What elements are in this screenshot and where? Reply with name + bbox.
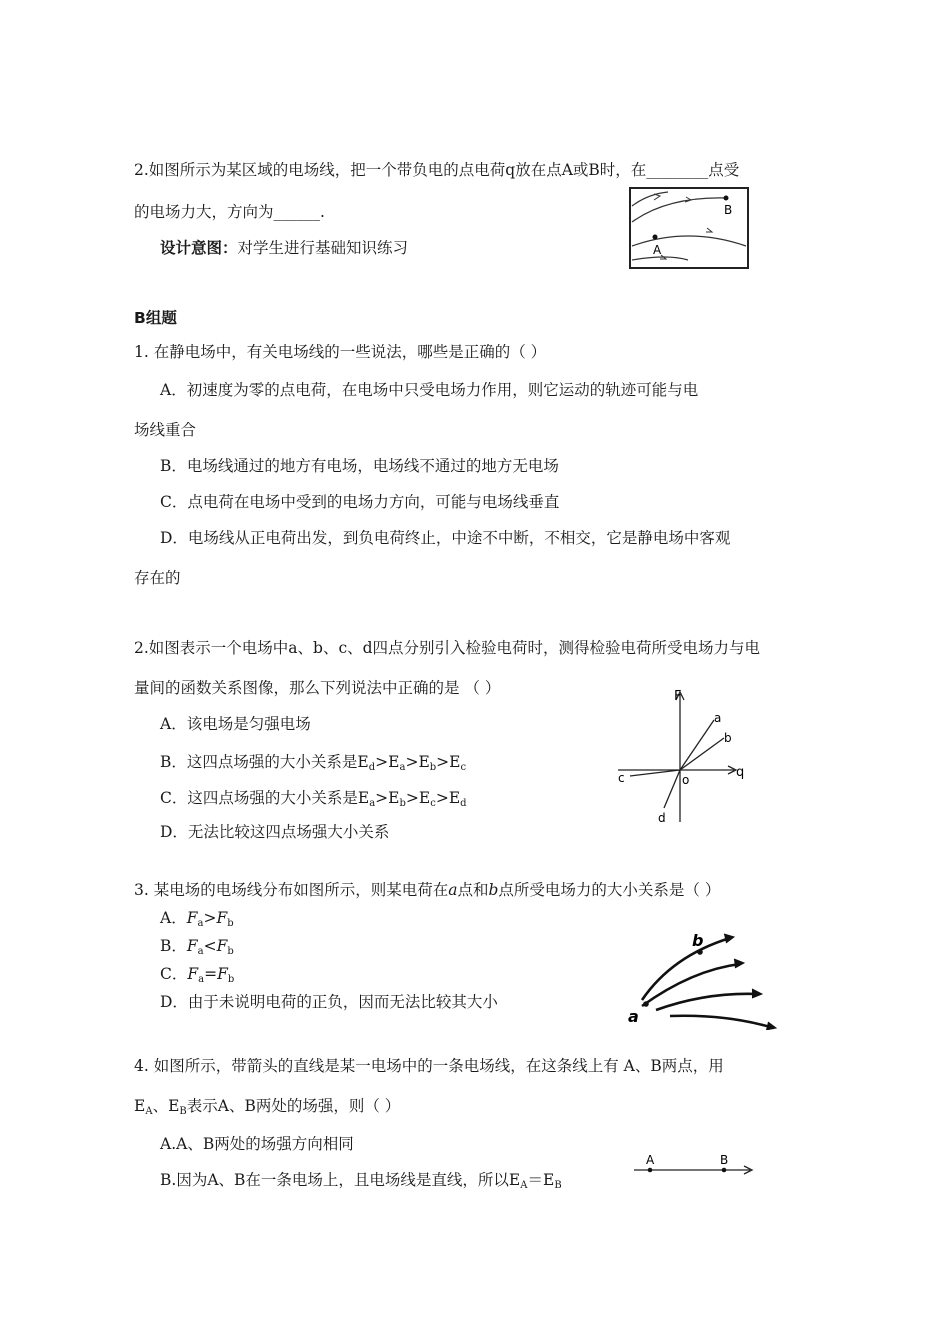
curved-field-lines-figure — [626, 930, 782, 1030]
b3-stem-post: 点所受电场力的大小关系是（ ） — [498, 881, 721, 899]
arrow-1 — [685, 197, 691, 202]
arrowhead-3 — [752, 989, 762, 998]
b2-option-a: A．该电场是匀强电场 — [160, 715, 311, 733]
arrowhead-1 — [724, 934, 734, 943]
e: E — [357, 789, 370, 807]
arrowhead-4 — [766, 1022, 776, 1030]
b1-option-a-2: 场线重合 — [134, 421, 197, 439]
b4-stem-2 — [134, 1096, 400, 1122]
b4-option-b — [160, 1170, 562, 1196]
sub: b — [399, 798, 406, 809]
separator: 、 — [152, 1097, 169, 1115]
label-c: c — [618, 771, 625, 785]
b4-option-b-text: B.因为A、B在一条电场上，且电场线是直线，所以 — [160, 1171, 509, 1189]
b2-option-c — [160, 788, 467, 814]
e: E — [134, 1097, 146, 1115]
straight-field-line-figure — [630, 1150, 760, 1178]
label-d: d — [658, 811, 666, 825]
sub: B — [179, 1106, 187, 1117]
eq: ＝ — [527, 1171, 543, 1189]
b2-stem-2: 量间的函数关系图像，那么下列说法中正确的是 （ ） — [134, 679, 501, 697]
sub: A — [145, 1106, 153, 1117]
b3-option-c — [160, 964, 234, 990]
f: F — [216, 909, 228, 927]
b3-stem-mid: 点和 — [457, 881, 489, 899]
gt: > — [435, 789, 449, 807]
f: F — [186, 909, 198, 927]
e: E — [418, 753, 430, 771]
f: F — [186, 937, 198, 955]
field-lines-figure-ab — [628, 186, 752, 270]
b3-option-b — [160, 936, 234, 962]
b4-option-a: A.A、B两处的场强方向相同 — [160, 1135, 354, 1153]
e: E — [418, 789, 431, 807]
b2-option-d: D．无法比较这四点场强大小关系 — [160, 823, 390, 841]
curve-4 — [670, 1016, 774, 1028]
point-a — [643, 1001, 649, 1007]
sub: b — [227, 918, 234, 929]
lt: < — [203, 937, 217, 955]
sub: a — [197, 946, 204, 957]
label-a: A — [646, 1153, 655, 1167]
f-q-graph — [612, 686, 752, 826]
line-c — [630, 770, 680, 776]
b3-option-a — [160, 908, 234, 934]
b3-option-b-label: B． — [160, 937, 187, 955]
label-q: q — [736, 765, 745, 780]
e: E — [388, 753, 400, 771]
sub: b — [227, 974, 235, 985]
field-line-1 — [632, 198, 728, 222]
gt: > — [436, 753, 450, 771]
gt: > — [405, 789, 419, 807]
arrow-2 — [706, 228, 712, 232]
f: F — [216, 937, 228, 955]
gt: > — [405, 753, 419, 771]
label-a: a — [714, 711, 722, 725]
b4-stem-1: 4. 如图所示，带箭头的直线是某一电场中的一条电场线，在这条线上有 A、B两点，用 — [134, 1057, 724, 1075]
b2-option-b-text: B．这四点场强的大小关系是 — [160, 753, 358, 771]
sub: a — [197, 918, 204, 929]
b1-option-d-1: D．电场线从正电荷出发，到负电荷终止，中途不中断，不相交，它是静电场中客观 — [160, 529, 731, 547]
e: E — [449, 753, 461, 771]
sub: a — [198, 974, 205, 985]
sub: b — [429, 762, 437, 773]
point-b — [697, 949, 703, 955]
b1-option-b: B．电场线通过的地方有电场，电场线不通过的地方无电场 — [160, 457, 559, 475]
gt: > — [203, 909, 217, 927]
group-b-heading: B组题 — [134, 309, 177, 327]
design-intent-label: 设计意图： — [160, 239, 238, 257]
f: F — [187, 965, 199, 983]
b3-option-a-label: A． — [160, 909, 187, 927]
line-a — [680, 720, 714, 770]
label-b: B — [724, 203, 733, 217]
var-b: b — [488, 881, 499, 899]
label-b: b — [724, 731, 732, 745]
b3-option-c-label: C． — [160, 965, 188, 983]
e: E — [448, 789, 461, 807]
f: F — [217, 965, 228, 983]
sub: B — [554, 1180, 562, 1191]
var-a: a — [448, 881, 458, 899]
e: E — [168, 1097, 180, 1115]
sub: A — [520, 1180, 528, 1191]
e: E — [388, 789, 400, 807]
gt: > — [375, 789, 389, 807]
point-b — [722, 1168, 727, 1173]
design-intent — [160, 238, 408, 258]
label-o: o — [682, 773, 690, 787]
b3-stem — [134, 880, 720, 900]
sub: d — [368, 762, 376, 773]
sub: a — [369, 798, 376, 809]
arrowhead-2 — [734, 959, 744, 968]
b1-option-a-1: A．初速度为零的点电荷，在电场中只受电场力作用，则它运动的轨迹可能与电 — [160, 381, 699, 399]
design-intent-text: 对学生进行基础知识练习 — [237, 239, 409, 257]
e: E — [508, 1171, 521, 1189]
field-line-4 — [632, 192, 668, 206]
q2a-line2: 的电场力大，方向为______. — [134, 203, 325, 221]
b1-option-c: C．点电荷在电场中受到的电场力方向，可能与电场线垂直 — [160, 493, 560, 511]
e: E — [357, 753, 369, 771]
sub: d — [460, 798, 467, 809]
point-a — [648, 1168, 653, 1173]
label-a: a — [628, 1007, 639, 1026]
line-b — [680, 738, 724, 770]
b3-stem-pre: 3. 某电场的电场线分布如图所示，则某电荷在 — [134, 881, 449, 899]
b2-option-c-text: C．这四点场强的大小关系是 — [160, 789, 358, 807]
sub: c — [460, 762, 467, 773]
b3-option-d: D．由于未说明电荷的正负，因而无法比较其大小 — [160, 993, 498, 1011]
line-d — [664, 770, 680, 808]
b1-stem: 1. 在静电场中，有关电场线的一些说法，哪些是正确的（ ） — [134, 343, 547, 361]
q2a-line1: 2.如图所示为某区域的电场线，把一个带负电的点电荷q放在点A或B时，在________点受 — [134, 161, 740, 179]
label-b: B — [720, 1153, 729, 1167]
b2-option-b — [160, 752, 466, 778]
label-f: F — [674, 689, 682, 704]
field-line-2 — [632, 236, 746, 246]
b1-option-d-2: 存在的 — [134, 569, 181, 587]
label-b: b — [692, 931, 704, 950]
point-a — [653, 235, 658, 240]
b4-stem-2-post: 表示A、B两处的场强，则（ ） — [186, 1097, 401, 1115]
point-b — [724, 196, 729, 201]
label-a: A — [653, 243, 662, 257]
b2-stem-1: 2.如图表示一个电场中a、b、c、d四点分别引入检验电荷时，测得检验电荷所受电场力与电 — [134, 639, 761, 657]
sub: b — [227, 946, 234, 957]
e: E — [542, 1171, 555, 1189]
sub: a — [399, 762, 406, 773]
eq: = — [204, 965, 218, 983]
gt: > — [375, 753, 389, 771]
curve-3 — [656, 994, 758, 1010]
sub: c — [430, 798, 436, 809]
